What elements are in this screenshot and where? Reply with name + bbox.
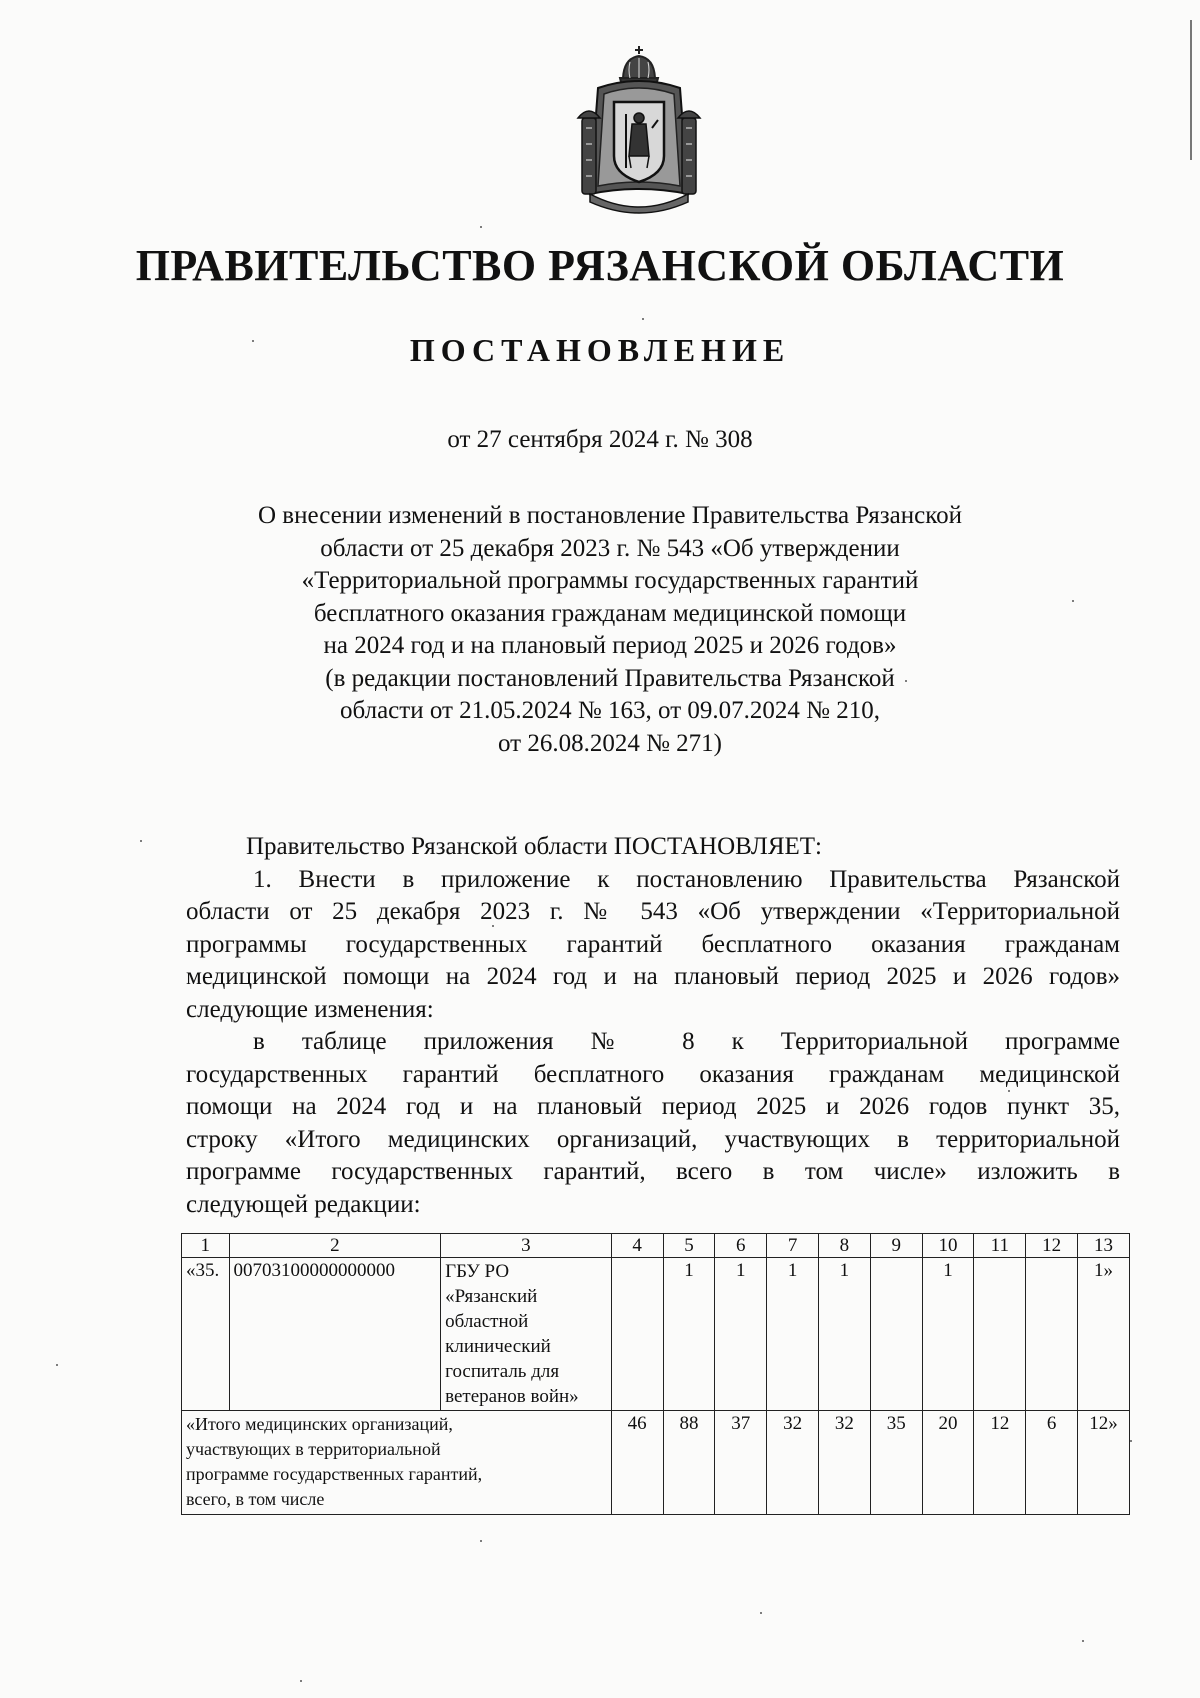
subject-line: области от 21.05.2024 № 163, от 09.07.2024 № 210, xyxy=(340,697,880,724)
org-name-line: областной xyxy=(445,1311,529,1332)
value-cell xyxy=(974,1258,1026,1411)
header-cell: 11 xyxy=(974,1234,1026,1258)
document-body xyxy=(186,831,1120,1221)
total-value-cell: 37 xyxy=(715,1411,767,1515)
row-number-cell: «35. xyxy=(182,1258,230,1411)
header-cell: 2 xyxy=(229,1234,441,1258)
total-value-cell: 12» xyxy=(1078,1411,1130,1515)
org-name-line: ГБУ РО xyxy=(445,1261,510,1282)
total-value-cell: 32 xyxy=(818,1411,870,1515)
header-cell: 3 xyxy=(441,1234,612,1258)
total-label-line: «Итого медицинских организаций, xyxy=(186,1414,453,1434)
value-cell: 1 xyxy=(663,1258,715,1411)
value-cell: 1» xyxy=(1078,1258,1130,1411)
item1-line: медицинской помощи на 2024 год и на плановый период 2025 и 2026 годов» xyxy=(186,963,1120,990)
table-header-row xyxy=(182,1234,1130,1258)
total-value-cell: 88 xyxy=(663,1411,715,1515)
organization-title: ПРАВИТЕЛЬСТВО РЯЗАНСКОЙ ОБЛАСТИ xyxy=(135,241,1065,290)
header-cell: 8 xyxy=(818,1234,870,1258)
document-subject xyxy=(180,500,1040,760)
subject-line: бесплатного оказания гражданам медицинской помощи xyxy=(313,599,907,627)
org-name-line: «Рязанский xyxy=(445,1286,538,1307)
value-cell: 1 xyxy=(767,1258,819,1411)
value-cell xyxy=(611,1258,663,1411)
header-cell: 1 xyxy=(182,1234,230,1258)
header-cell: 12 xyxy=(1026,1234,1078,1258)
document-date-number: от 27 сентября 2024 г. № 308 xyxy=(447,426,753,453)
change-line: в таблице приложения № 8 к Территориальной программе xyxy=(253,1028,1120,1055)
header-cell: 4 xyxy=(611,1234,663,1258)
header-cell: 6 xyxy=(715,1234,767,1258)
change-line: следующей редакции: xyxy=(186,1190,421,1218)
header-cell: 5 xyxy=(663,1234,715,1258)
total-label-line: программе государственных гарантий, xyxy=(186,1464,483,1484)
document-type: ПОСТАНОВЛЕНИЕ xyxy=(409,332,791,368)
item1-line: программы государственных гарантий бесплатного оказания гражданам xyxy=(186,930,1120,958)
subject-line: от 26.08.2024 № 271) xyxy=(497,729,723,757)
org-name-line: клинический xyxy=(445,1336,551,1357)
item1-line: следующие изменения: xyxy=(186,995,434,1023)
total-value-cell: 46 xyxy=(611,1411,663,1515)
value-cell: 1 xyxy=(715,1258,767,1411)
total-label-line: всего, в том числе xyxy=(186,1489,325,1509)
total-label-line: участвующих в территориальной xyxy=(186,1439,441,1459)
total-value-cell: 20 xyxy=(922,1411,974,1515)
header-cell: 9 xyxy=(870,1234,922,1258)
total-value-cell: 6 xyxy=(1026,1411,1078,1515)
subject-line: области от 25 декабря 2023 г. № 543 «Об утверждении xyxy=(320,534,900,562)
org-name-line: ветеранов войн» xyxy=(445,1386,579,1407)
resolves-line: Правительство Рязанской области ПОСТАНОВЛЯЕТ: xyxy=(246,833,822,860)
change-line: строку «Итого медицинских организаций, участвующих в территориальной xyxy=(186,1125,1120,1153)
registry-code-cell: 00703100000000000 xyxy=(229,1258,441,1411)
subject-line: О внесении изменений в постановление Правительства Рязанской xyxy=(257,502,962,529)
table-row-total xyxy=(182,1411,1130,1515)
header-cell: 13 xyxy=(1078,1234,1130,1258)
amendment-table xyxy=(181,1233,1130,1515)
change-line: помощи на 2024 год и на плановый период 2025 и 2026 годов пункт 35, xyxy=(186,1093,1120,1120)
subject-line: «Территориальной программы государственных гарантий xyxy=(301,567,919,594)
scan-margin-line xyxy=(1190,20,1192,160)
item1-line: 1. Внести в приложение к постановлению Правительства Рязанской xyxy=(253,865,1120,893)
organization-name-cell xyxy=(441,1258,612,1411)
total-value-cell: 32 xyxy=(767,1411,819,1515)
coat-of-arms-emblem xyxy=(568,44,710,216)
value-cell: 1 xyxy=(922,1258,974,1411)
change-line: программе государственных гарантий, всего в том числе» изложить в xyxy=(186,1158,1120,1185)
subject-line: на 2024 год и на плановый период 2025 и 2026 годов» xyxy=(323,632,897,659)
value-cell: 1 xyxy=(818,1258,870,1411)
total-value-cell: 12 xyxy=(974,1411,1026,1515)
table-row-35 xyxy=(182,1258,1130,1411)
value-cell xyxy=(870,1258,922,1411)
subject-line: (в редакции постановлений Правительства Рязанской xyxy=(325,664,895,692)
item1-line: области от 25 декабря 2023 г. № 543 «Об утверждении «Территориальной xyxy=(186,898,1120,925)
header-cell: 10 xyxy=(922,1234,974,1258)
total-label-cell xyxy=(182,1411,612,1515)
change-line: государственных гарантий бесплатного оказания гражданам медицинской xyxy=(186,1060,1120,1088)
value-cell xyxy=(1026,1258,1078,1411)
total-value-cell: 35 xyxy=(870,1411,922,1515)
header-cell: 7 xyxy=(767,1234,819,1258)
org-name-line: госпиталь для xyxy=(445,1361,560,1382)
